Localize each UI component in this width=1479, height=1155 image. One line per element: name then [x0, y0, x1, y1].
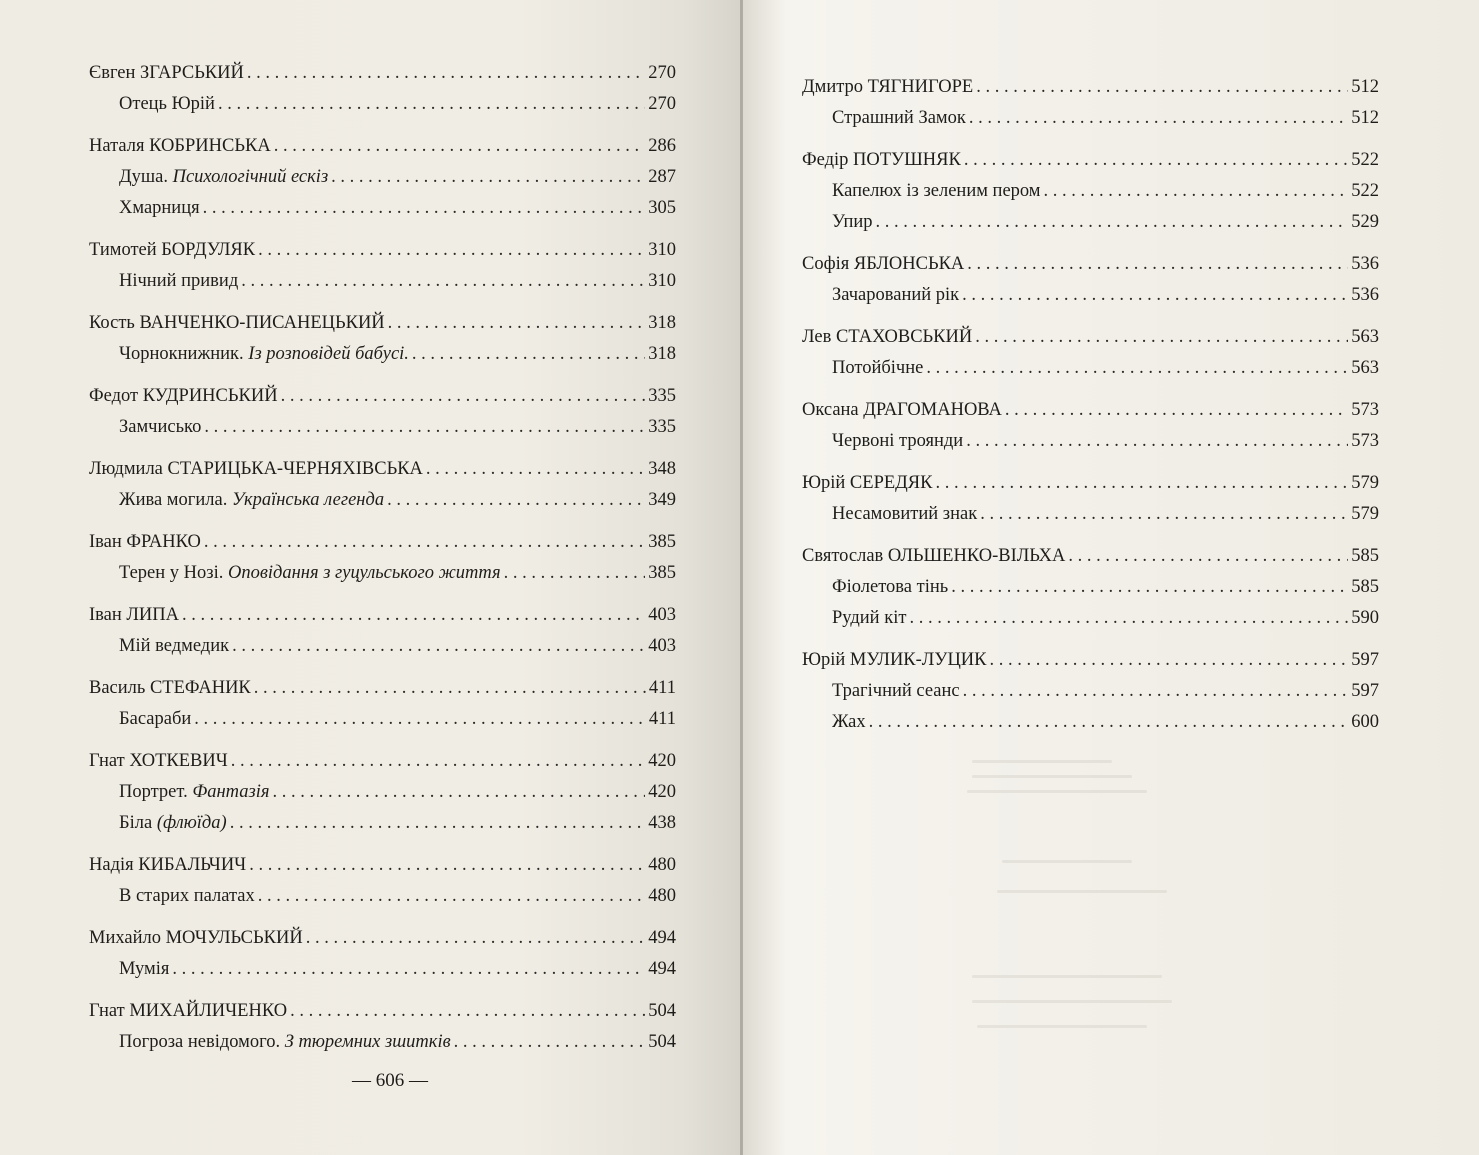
toc-work-row [89, 704, 676, 735]
page-ref: 305 [648, 198, 676, 218]
page-ref: 585 [1351, 577, 1379, 597]
work-title-main: Басараби [119, 709, 192, 729]
work-title [119, 485, 384, 516]
work-title [832, 280, 959, 311]
work-title-main: Погроза невідомого. [119, 1032, 285, 1052]
page-ref: 512 [1351, 77, 1379, 97]
page-ref: 335 [648, 386, 676, 406]
leader-dots [967, 249, 1348, 280]
work-title-main: Чорнокнижник. [119, 344, 249, 364]
toc-author-row [89, 673, 676, 704]
leader-dots [1005, 395, 1348, 426]
toc-author-row [89, 454, 676, 485]
author-name: Іван ЛИПА [89, 605, 180, 625]
leader-dots [935, 468, 1348, 499]
toc-work-row [89, 266, 676, 297]
page-number: — 606 — [352, 1070, 428, 1091]
work-title-main: Мумія [119, 959, 170, 979]
leader-dots [1068, 541, 1348, 572]
work-title [119, 193, 200, 224]
toc-author-row [89, 58, 676, 89]
toc-author-group [802, 249, 1379, 311]
page-ref: 597 [1351, 650, 1379, 670]
leader-dots [232, 631, 645, 662]
work-title [832, 426, 963, 457]
page-ref: 504 [648, 1032, 676, 1052]
page-ref: 579 [1351, 504, 1379, 524]
work-title-main: Отець Юрій [119, 94, 215, 114]
toc-work-row [89, 881, 676, 912]
toc-work-row [802, 176, 1379, 207]
toc-work-row [89, 631, 676, 662]
leader-dots [1044, 176, 1349, 207]
work-title-main: Жах [832, 712, 866, 732]
toc-author-group [89, 58, 676, 120]
page-ref: 318 [648, 344, 676, 364]
leader-dots [909, 603, 1348, 634]
leader-dots [230, 808, 646, 839]
author-name: Іван ФРАНКО [89, 532, 201, 552]
author-name: Юрій СЕРЕДЯК [802, 473, 933, 493]
toc-author-row [802, 249, 1379, 280]
work-title [119, 704, 191, 735]
leader-dots [203, 193, 646, 224]
page-ref: 522 [1351, 150, 1379, 170]
leader-dots [218, 89, 645, 120]
author-name: Дмитро ТЯГНИГОРЕ [802, 77, 974, 97]
toc-author-row [89, 996, 676, 1027]
leader-dots [976, 72, 1348, 103]
work-title [832, 207, 873, 238]
toc-author-row [89, 131, 676, 162]
toc-author-group [89, 850, 676, 912]
toc-author-group [802, 541, 1379, 634]
toc-author-group [802, 468, 1379, 530]
work-title [119, 558, 501, 589]
table-of-contents-right [802, 72, 1379, 749]
author-name: Євген ЗГАРСЬКИЙ [89, 63, 244, 83]
work-title [119, 881, 255, 912]
page-ref: 270 [648, 63, 676, 83]
author-name: Михайло МОЧУЛЬСЬКИЙ [89, 928, 303, 948]
page-ref: 480 [648, 886, 676, 906]
leader-dots [306, 923, 646, 954]
bleed-through-text [972, 760, 1112, 763]
leader-dots [258, 881, 646, 912]
author-name: Святослав ОЛЬШЕНКО-ВІЛЬХА [802, 546, 1066, 566]
leader-dots [963, 676, 1349, 707]
work-title-main: Біла [119, 813, 157, 833]
page-ref: 403 [648, 605, 676, 625]
work-title [832, 499, 977, 530]
work-title-main: Жива могила. [119, 490, 232, 510]
page-ref: 529 [1351, 212, 1379, 232]
toc-work-row [89, 808, 676, 839]
work-title-main: Червоні троянди [832, 431, 964, 451]
bleed-through-text [997, 890, 1167, 893]
work-subtitle: Із розповідей бабусі. [248, 344, 409, 364]
toc-author-group [89, 527, 676, 589]
leader-dots [204, 412, 645, 443]
author-name: Оксана ДРАГОМАНОВА [802, 400, 1002, 420]
leader-dots [274, 131, 646, 162]
toc-work-row [802, 572, 1379, 603]
toc-work-row [89, 954, 676, 985]
work-subtitle: Психологічний ескіз [172, 167, 329, 187]
toc-work-row [89, 1027, 676, 1058]
toc-author-group [802, 645, 1379, 738]
table-of-contents-left [89, 58, 676, 1069]
leader-dots [504, 558, 646, 589]
page-ref: 385 [648, 563, 676, 583]
page-ref: 536 [1351, 254, 1379, 274]
work-subtitle: Фантазія [192, 782, 270, 802]
author-name: Надія КИБАЛЬЧИЧ [89, 855, 247, 875]
toc-author-group [89, 600, 676, 662]
toc-work-row [802, 207, 1379, 238]
leader-dots [272, 777, 645, 808]
page-ref: 403 [648, 636, 676, 656]
toc-work-row [802, 676, 1379, 707]
toc-author-group [802, 395, 1379, 457]
toc-author-row [89, 527, 676, 558]
leader-dots [172, 954, 645, 985]
leader-dots [182, 600, 645, 631]
toc-work-row [89, 339, 676, 370]
page-ref: 480 [648, 855, 676, 875]
author-name: Гнат ХОТКЕВИЧ [89, 751, 228, 771]
work-title [832, 176, 1041, 207]
author-name: Лев СТАХОВСЬКИЙ [802, 327, 973, 347]
work-title [119, 412, 201, 443]
book-gutter [740, 0, 743, 1155]
bleed-through-text [972, 1000, 1172, 1003]
work-title [119, 162, 328, 193]
work-title [119, 808, 227, 839]
work-title-main: Замчисько [119, 417, 202, 437]
toc-author-group [89, 381, 676, 443]
page-ref: 286 [648, 136, 676, 156]
work-subtitle: Оповідання з гуцульського життя [227, 563, 501, 583]
page-ref: 335 [648, 417, 676, 437]
page-ref: 348 [648, 459, 676, 479]
leader-dots [231, 746, 645, 777]
toc-author-row [802, 645, 1379, 676]
toc-author-group [802, 145, 1379, 238]
author-name: Софія ЯБЛОНСЬКА [802, 254, 965, 274]
leader-dots [876, 207, 1349, 238]
work-title [119, 89, 215, 120]
toc-work-row [89, 89, 676, 120]
toc-author-row [802, 145, 1379, 176]
leader-dots [241, 266, 645, 297]
toc-author-row [89, 600, 676, 631]
page-ref: 504 [648, 1001, 676, 1021]
author-name: Юрій МУЛИК-ЛУЦИК [802, 650, 987, 670]
leader-dots [966, 426, 1348, 457]
page-ref: 318 [648, 313, 676, 333]
author-name: Наталя КОБРИНСЬКА [89, 136, 271, 156]
author-name: Василь СТЕФАНИК [89, 678, 251, 698]
page-ref: 579 [1351, 473, 1379, 493]
page-ref: 563 [1351, 358, 1379, 378]
work-title [119, 777, 269, 808]
toc-work-row [802, 707, 1379, 738]
bleed-through-text [1002, 860, 1132, 863]
page-ref: 573 [1351, 400, 1379, 420]
leader-dots [969, 103, 1348, 134]
page-ref: 310 [648, 240, 676, 260]
leader-dots [412, 339, 645, 370]
leader-dots [247, 58, 645, 89]
author-name: Кость ВАНЧЕНКО-ПИСАНЕЦЬКИЙ [89, 313, 385, 333]
work-title [119, 954, 169, 985]
author-name: Людмила СТАРИЦЬКА-ЧЕРНЯХІВСЬКА [89, 459, 423, 479]
bleed-through-text [972, 775, 1132, 778]
toc-author-row [89, 850, 676, 881]
bleed-through-text [972, 975, 1162, 978]
toc-work-row [89, 558, 676, 589]
leader-dots [964, 145, 1348, 176]
leader-dots [258, 235, 645, 266]
toc-author-row [802, 541, 1379, 572]
leader-dots [454, 1027, 646, 1058]
work-title-main: Зачарований рік [832, 285, 960, 305]
work-title [832, 103, 966, 134]
leader-dots [254, 673, 646, 704]
work-title [119, 1027, 451, 1058]
page-ref: 563 [1351, 327, 1379, 347]
page-ref: 494 [648, 959, 676, 979]
toc-author-row [89, 923, 676, 954]
work-title-main: Душа. [119, 167, 173, 187]
toc-work-row [89, 193, 676, 224]
work-title-main: Нічний привид [119, 271, 239, 291]
work-subtitle: Українська легенда [231, 490, 385, 510]
toc-work-row [802, 426, 1379, 457]
toc-work-row [89, 777, 676, 808]
page-ref: 590 [1351, 608, 1379, 628]
toc-work-row [802, 603, 1379, 634]
page-ref: 512 [1351, 108, 1379, 128]
page-ref: 411 [648, 678, 676, 698]
work-title-main: Портрет. [119, 782, 193, 802]
work-title [832, 572, 948, 603]
leader-dots [388, 308, 646, 339]
work-title [119, 631, 229, 662]
leader-dots [290, 996, 645, 1027]
page-ref: 411 [648, 709, 676, 729]
leader-dots [962, 280, 1348, 311]
leader-dots [387, 485, 645, 516]
work-title-main: Мій ведмедик [119, 636, 230, 656]
page-ref: 310 [648, 271, 676, 291]
page-ref: 600 [1351, 712, 1379, 732]
toc-work-row [802, 103, 1379, 134]
page-ref: 522 [1351, 181, 1379, 201]
toc-author-group [89, 673, 676, 735]
toc-author-group [89, 131, 676, 224]
page-ref: 287 [648, 167, 676, 187]
toc-author-group [89, 996, 676, 1058]
toc-author-group [89, 454, 676, 516]
toc-author-row [802, 322, 1379, 353]
author-name: Тимотей БОРДУЛЯК [89, 240, 256, 260]
leader-dots [281, 381, 646, 412]
leader-dots [951, 572, 1348, 603]
work-title [832, 676, 960, 707]
page-ref: 420 [648, 782, 676, 802]
leader-dots [331, 162, 645, 193]
toc-author-group [89, 923, 676, 985]
toc-author-row [89, 308, 676, 339]
page-ref: 494 [648, 928, 676, 948]
toc-work-row [89, 485, 676, 516]
leader-dots [869, 707, 1349, 738]
toc-author-row [802, 395, 1379, 426]
page-ref: 420 [648, 751, 676, 771]
toc-work-row [802, 353, 1379, 384]
work-subtitle: (флюїда) [156, 813, 227, 833]
leader-dots [975, 322, 1348, 353]
work-title-main: Капелюх із зеленим пером [832, 181, 1041, 201]
page-ref: 438 [648, 813, 676, 833]
work-title [119, 339, 409, 370]
page-ref: 597 [1351, 681, 1379, 701]
toc-author-group [89, 235, 676, 297]
work-title-main: Страшний Замок [832, 108, 966, 128]
toc-work-row [89, 162, 676, 193]
page-ref: 385 [648, 532, 676, 552]
page-ref: 536 [1351, 285, 1379, 305]
toc-author-row [89, 746, 676, 777]
author-name: Гнат МИХАЙЛИЧЕНКО [89, 1001, 288, 1021]
toc-author-group [89, 308, 676, 370]
toc-author-row [802, 468, 1379, 499]
work-title [832, 353, 923, 384]
author-name: Федот КУДРИНСЬКИЙ [89, 386, 278, 406]
leader-dots [204, 527, 645, 558]
toc-author-group [802, 322, 1379, 384]
toc-work-row [802, 280, 1379, 311]
page-ref: 573 [1351, 431, 1379, 451]
work-title [119, 266, 238, 297]
page-ref: 585 [1351, 546, 1379, 566]
leader-dots [426, 454, 645, 485]
bleed-through-text [977, 1025, 1147, 1028]
leader-dots [990, 645, 1349, 676]
work-title-main: Трагічний сеанс [832, 681, 960, 701]
work-title-main: Хмарниця [119, 198, 200, 218]
work-title-main: Рудий кіт [832, 608, 907, 628]
work-title-main: Терен у Нозі. [119, 563, 228, 583]
leader-dots [926, 353, 1348, 384]
work-title-main: Несамовитий знак [832, 504, 978, 524]
work-subtitle: З тюремних зшитків [284, 1032, 451, 1052]
bleed-through-text [967, 790, 1147, 793]
toc-author-row [89, 235, 676, 266]
toc-work-row [89, 412, 676, 443]
work-title-main: В старих палатах [119, 886, 255, 906]
toc-author-group [89, 746, 676, 839]
work-title-main: Упир [832, 212, 873, 232]
work-title [832, 707, 866, 738]
leader-dots [980, 499, 1348, 530]
work-title [832, 603, 906, 634]
toc-author-group [802, 72, 1379, 134]
author-name: Федір ПОТУШНЯК [802, 150, 961, 170]
page-ref: 349 [648, 490, 676, 510]
toc-author-row [89, 381, 676, 412]
page-ref: 270 [648, 94, 676, 114]
work-title-main: Фіолетова тінь [832, 577, 949, 597]
toc-author-row [802, 72, 1379, 103]
leader-dots [194, 704, 646, 735]
toc-work-row [802, 499, 1379, 530]
leader-dots [249, 850, 645, 881]
work-title-main: Потойбічне [832, 358, 924, 378]
